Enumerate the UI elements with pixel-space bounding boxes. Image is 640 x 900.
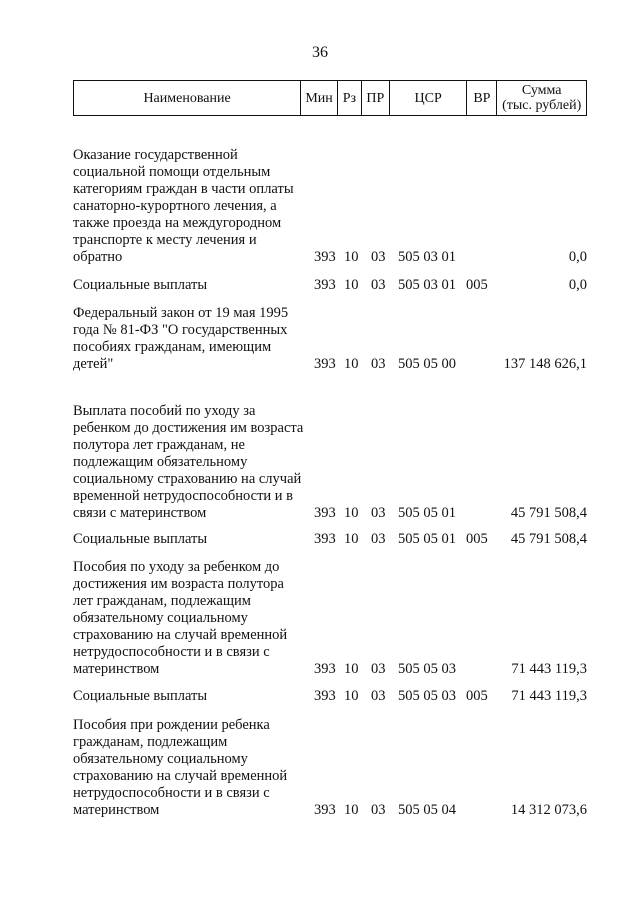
header-pr: ПР (361, 81, 389, 115)
row-name: Пособия по уходу за ребенком до достижения им возраста полутора лет гражданам, подлежащим обязательному социальному страхованию на случай временной нетрудоспособности и в связи с материнством (73, 559, 288, 677)
row-sum: 0,0 (568, 277, 587, 293)
row-rz: 10 (344, 531, 359, 547)
row-min: 393 (314, 661, 336, 677)
row-rz: 10 (344, 505, 359, 521)
row-csr: 505 05 01 (398, 505, 456, 521)
row-rz: 10 (344, 802, 359, 818)
row-min: 393 (314, 802, 336, 818)
header-vr: ВР (466, 81, 496, 115)
table-row (73, 530, 587, 548)
row-pr: 03 (371, 531, 386, 547)
row-name: Пособия при рождении ребенка гражданам, подлежащим обязательному социальному страхованию на случай временной нетрудоспособности и в связи с материнством (73, 717, 288, 818)
row-pr: 03 (371, 356, 386, 372)
row-rz: 10 (344, 661, 359, 677)
header-sum-line2: (тыс. рублей) (502, 98, 582, 113)
row-csr: 505 05 04 (398, 802, 456, 818)
row-min: 393 (314, 531, 336, 547)
row-sum: 45 791 508,4 (510, 531, 587, 547)
table-row (73, 146, 587, 266)
row-rz: 10 (344, 356, 359, 372)
table-row (73, 687, 587, 705)
row-sum: 71 443 119,3 (511, 661, 587, 677)
table-row (73, 304, 587, 373)
table-header (73, 80, 587, 116)
row-name: Оказание государственной социальной помощи отдельным категориям граждан в части оплаты санаторно-курортного лечения, а также проезда на междугородном транспорте к месту лечения и обратно (73, 147, 294, 265)
row-min: 393 (314, 277, 336, 293)
row-name: Социальные выплаты (73, 531, 208, 547)
row-csr: 505 05 00 (398, 356, 456, 372)
row-rz: 10 (344, 249, 359, 265)
row-csr: 505 05 03 (398, 688, 456, 704)
row-sum: 14 312 073,6 (510, 802, 587, 818)
header-min: Мин (300, 81, 337, 115)
header-sum-line1: Сумма (521, 83, 562, 98)
row-pr: 03 (371, 802, 386, 818)
row-sum: 137 148 626,1 (503, 356, 587, 372)
table-row (73, 558, 587, 678)
row-pr: 03 (371, 661, 386, 677)
row-rz: 10 (344, 277, 359, 293)
header-csr: ЦСР (389, 81, 467, 115)
row-min: 393 (314, 356, 336, 372)
table-row (73, 385, 587, 522)
header-name: Наименование (143, 90, 231, 106)
row-rz: 10 (344, 688, 359, 704)
row-name: Социальные выплаты (73, 277, 208, 293)
row-name: Социальные выплаты (73, 688, 208, 704)
row-sum: 0,0 (568, 249, 587, 265)
row-vr: 005 (466, 531, 488, 547)
row-min: 393 (314, 249, 336, 265)
row-sum: 45 791 508,4 (510, 505, 587, 521)
row-name: Федеральный закон от 19 мая 1995 года № 81-ФЗ "О государственных пособиях гражданам, имеющим детей" (73, 305, 289, 372)
row-csr: 505 05 03 (398, 661, 456, 677)
table-row (73, 276, 587, 294)
table-row (73, 715, 587, 819)
header-rz: Рз (337, 81, 361, 115)
row-pr: 03 (371, 505, 386, 521)
row-pr: 03 (371, 688, 386, 704)
row-sum: 71 443 119,3 (511, 688, 587, 704)
row-csr: 505 03 01 (398, 249, 456, 265)
row-csr: 505 05 01 (398, 531, 456, 547)
row-min: 393 (314, 505, 336, 521)
row-pr: 03 (371, 277, 386, 293)
header-sum (496, 81, 586, 115)
row-vr: 005 (466, 277, 488, 293)
page-number: 36 (312, 44, 328, 61)
row-name: Выплата пособий по уходу за ребенком до достижения им возраста полутора лет гражданам, не подлежащим обязательному социальному страхованию на случай временной нетрудоспособности и в связи с материнством (73, 403, 304, 521)
row-min: 393 (314, 688, 336, 704)
row-csr: 505 03 01 (398, 277, 456, 293)
row-pr: 03 (371, 249, 386, 265)
row-vr: 005 (466, 688, 488, 704)
